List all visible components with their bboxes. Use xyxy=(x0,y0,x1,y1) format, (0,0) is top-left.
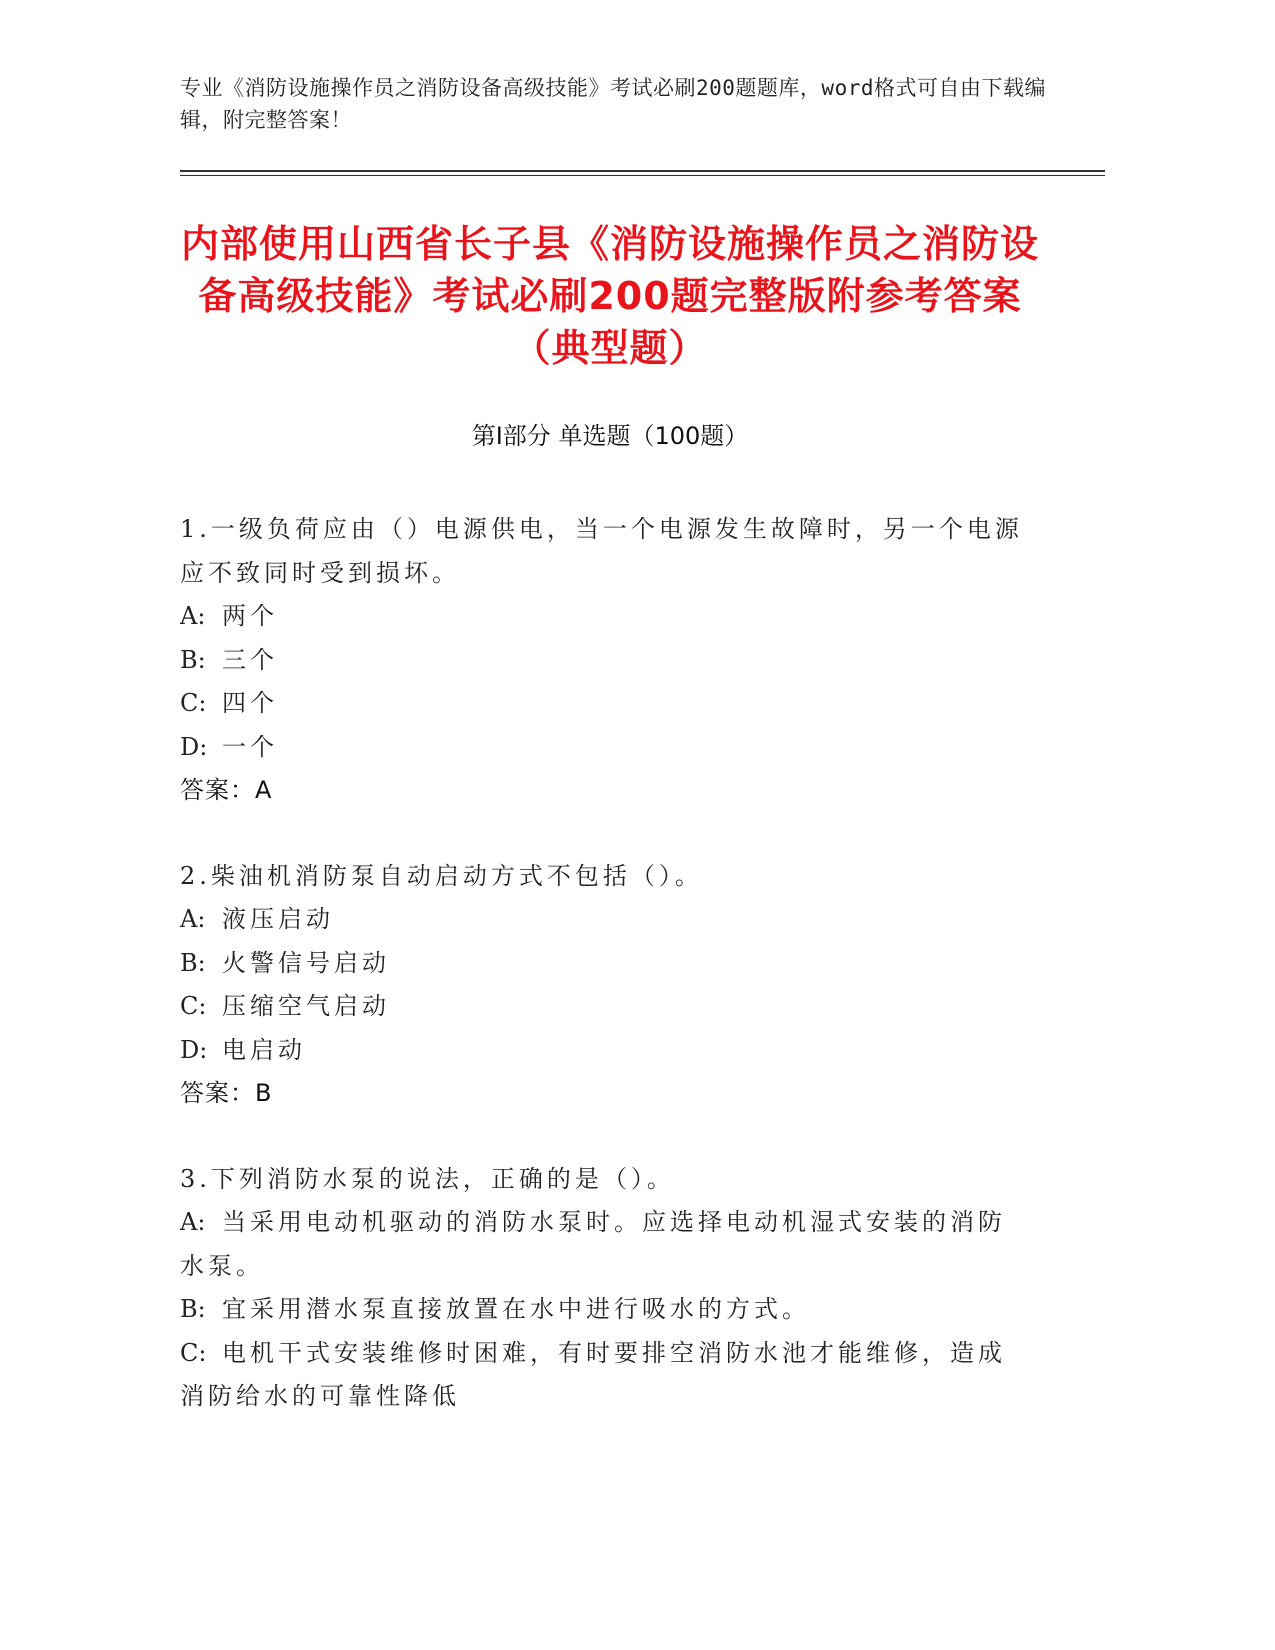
question-stem: 2.柴油机消防泵自动启动方式不包括（）。 xyxy=(180,861,703,890)
question-stem: 3.下列消防水泵的说法，正确的是（）。 xyxy=(180,1164,675,1193)
option-key: B: xyxy=(180,948,206,977)
option-text: 两个 xyxy=(222,602,278,630)
option-a xyxy=(180,595,1030,639)
option-key: C: xyxy=(180,1338,207,1367)
answer: 答案：B xyxy=(180,1079,273,1107)
question-1 xyxy=(180,508,1030,813)
option-text: 一个 xyxy=(222,732,278,761)
question-stem: 1.一级负荷应由（）电源供电，当一个电源发生故障时，另一个电源应不致同时受到损坏。 xyxy=(180,515,1023,587)
option-text: 液压启动 xyxy=(222,905,334,933)
header-note: 专业《消防设施操作员之消防设备高级技能》考试必刷200题题库，word格式可自由下载编辑，附完整答案！ xyxy=(180,76,1046,132)
header-divider-thick xyxy=(180,170,1105,172)
option-c xyxy=(180,985,1030,1029)
option-key: C: xyxy=(180,992,207,1020)
question-list xyxy=(180,508,1030,1461)
option-c xyxy=(180,1332,1030,1419)
option-a xyxy=(180,898,1030,942)
option-text: 压缩空气启动 xyxy=(222,992,390,1020)
option-d xyxy=(180,726,1030,770)
option-key: A: xyxy=(180,905,206,933)
option-text: 四个 xyxy=(222,689,278,717)
document-title: 内部使用山西省长子县《消防设施操作员之消防设备高级技能》考试必刷200题完整版附参考答案（典型题） xyxy=(180,222,1039,370)
option-c xyxy=(180,682,1030,726)
option-b xyxy=(180,639,1030,683)
option-key: D: xyxy=(180,1035,208,1064)
header-divider-thin xyxy=(180,175,1105,176)
option-key: D: xyxy=(180,732,208,761)
option-text: 当采用电动机驱动的消防水泵时。应选择电动机湿式安装的消防水泵。 xyxy=(180,1208,1006,1280)
question-2 xyxy=(180,855,1030,1116)
option-b xyxy=(180,1288,1030,1332)
option-text: 电启动 xyxy=(222,1035,306,1064)
option-key: A: xyxy=(180,602,206,630)
question-3 xyxy=(180,1158,1030,1419)
option-d xyxy=(180,1029,1030,1073)
option-text: 宜采用潜水泵直接放置在水中进行吸水的方式。 xyxy=(222,1295,810,1323)
option-a xyxy=(180,1201,1030,1288)
answer: 答案：A xyxy=(180,776,273,804)
option-key: C: xyxy=(180,689,207,717)
option-key: A: xyxy=(180,1208,206,1236)
option-key: B: xyxy=(180,1295,206,1323)
option-key: B: xyxy=(180,645,206,674)
option-b xyxy=(180,942,1030,986)
option-text: 火警信号启动 xyxy=(222,948,390,977)
option-text: 三个 xyxy=(222,645,278,674)
section-title: 第Ⅰ部分 单选题（100题） xyxy=(471,422,749,450)
option-text: 电机干式安装维修时困难，有时要排空消防水池才能维修，造成消防给水的可靠性降低 xyxy=(180,1338,1006,1410)
